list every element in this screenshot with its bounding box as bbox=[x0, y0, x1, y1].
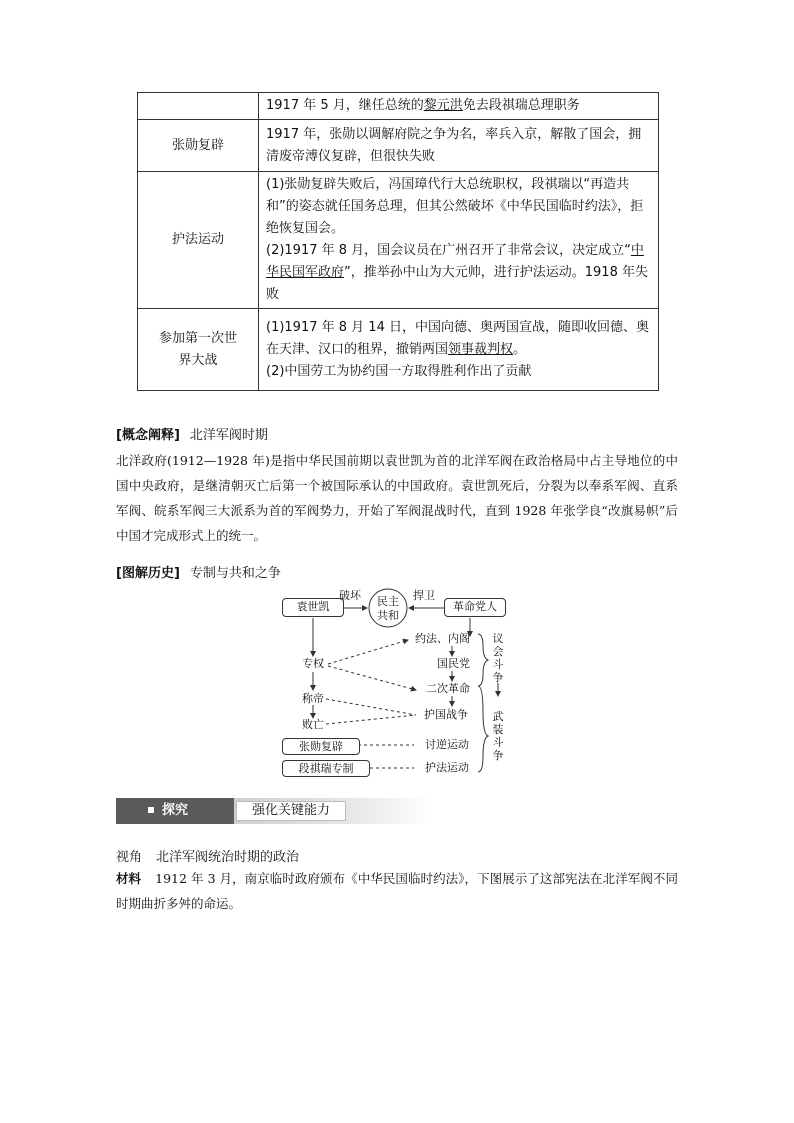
constitution-node: 约法、内阁 bbox=[415, 632, 470, 645]
diagram-title: 专制与共和之争 bbox=[189, 566, 281, 581]
history-table bbox=[137, 92, 659, 391]
parliamentary-label: 议会斗争 bbox=[492, 632, 504, 684]
parliament-brace bbox=[478, 634, 488, 686]
underlined-term: 中华民国军政府 bbox=[266, 243, 644, 280]
section-banner bbox=[116, 798, 432, 824]
material-label: 材料 bbox=[116, 871, 142, 886]
row-label: 护法运动 bbox=[138, 172, 259, 309]
table-row bbox=[138, 93, 659, 120]
anti-restoration-node: 讨逆运动 bbox=[425, 738, 469, 751]
duan-box: 段祺瑞专制 bbox=[282, 760, 370, 777]
table-row bbox=[138, 172, 659, 309]
republic-l2: 共和 bbox=[377, 609, 399, 622]
table-row bbox=[138, 120, 659, 172]
row-label: 参加第一次世界大战 bbox=[138, 309, 259, 391]
kmt-node: 国民党 bbox=[437, 657, 470, 670]
revolutionaries-box: 革命党人 bbox=[444, 598, 506, 617]
armed-brace bbox=[478, 686, 488, 772]
table-row bbox=[138, 309, 659, 391]
underlined-term: 领事裁判权 bbox=[448, 341, 514, 357]
armed-label: 武装斗争 bbox=[492, 710, 504, 762]
protect-law-node: 护法运动 bbox=[425, 761, 469, 774]
banner-dark bbox=[116, 798, 234, 824]
concept-body: 北洋政府(1912—1928 年)是指中华民国前期以袁世凯为首的北洋军阀在政治格局中占主导地位的中国中央政府，是继清朝灭亡后第一个被国际承认的中国政府。袁世凯死后，分裂为以奉系军阀、直系军阀、皖系军阀三大派系为首的军阀势力，开始了军阀混战时代，直到 1928 年张学良“改旗易帜”后中国才完成形式上的统一。 bbox=[116, 453, 678, 543]
square-icon bbox=[148, 807, 154, 813]
concept-title: 北洋军阀时期 bbox=[189, 428, 268, 443]
banner-left-label: 探究 bbox=[162, 803, 189, 818]
concept-heading bbox=[116, 424, 268, 443]
row-content: (1)1917 年 8 月 14 日，中国向德、奥两国宣战，随即收回德、奥在天津、汉口的租界，撤销两国领事裁判权。 (2)中国劳工为协约国一方取得胜利作出了贡献 bbox=[259, 309, 659, 391]
underlined-term: 黎元洪 bbox=[423, 98, 463, 113]
perspective-line bbox=[116, 846, 299, 865]
protect-war-node: 护国战争 bbox=[424, 708, 468, 721]
material-paragraph bbox=[116, 866, 678, 916]
second-rev-node: 二次革命 bbox=[426, 682, 470, 695]
fall-node: 败亡 bbox=[302, 718, 324, 731]
republic-l1: 民主 bbox=[377, 595, 399, 608]
yuan-box: 袁世凯 bbox=[282, 598, 344, 617]
diagram-tag: [图解历史] bbox=[116, 566, 180, 581]
destroy-label: 破坏 bbox=[339, 589, 361, 602]
autocracy-node: 专权 bbox=[302, 657, 324, 670]
material-body: 1912 年 3 月，南京临时政府颁布《中华民国临时约法》，下图展示了这部宪法在北洋军阀不同时期曲折多舛的命运。 bbox=[116, 871, 678, 911]
diagram-heading bbox=[116, 562, 281, 581]
row-label: 张勋复辟 bbox=[138, 120, 259, 172]
row-content: 1917 年，张勋以调解府院之争为名，率兵入京，解散了国会，拥清废帝溥仪复辟，但很快失败 bbox=[259, 120, 659, 172]
row-content: 1917 年 5 月，继任总统的黎元洪免去段祺瑞总理职务 bbox=[259, 93, 659, 120]
perspective-label: 视角 bbox=[116, 850, 143, 865]
row-content: (1)张勋复辟失败后，冯国璋代行大总统职权，段祺瑞以“再造共和”的姿态就任国务总理，但其公然破坏《中华民国临时约法》，拒绝恢复国会。 (2)1917 年 8 月，国会议员在广州召开了非常会议，决定成立“中华民国军政府”，推举孙中山为大元帅，进行护法运动。1918 年失败 bbox=[259, 172, 659, 309]
concept-tag: [概念阐释] bbox=[116, 428, 180, 443]
row-label bbox=[138, 93, 259, 120]
emperor-node: 称帝 bbox=[302, 692, 324, 705]
zhangxun-box: 张勋复辟 bbox=[282, 738, 360, 755]
banner-right-label: 强化关键能力 bbox=[236, 801, 346, 821]
perspective-title: 北洋军阀统治时期的政治 bbox=[156, 850, 300, 865]
defend-label: 捍卫 bbox=[413, 589, 435, 602]
autocracy-republic-diagram bbox=[282, 588, 522, 780]
